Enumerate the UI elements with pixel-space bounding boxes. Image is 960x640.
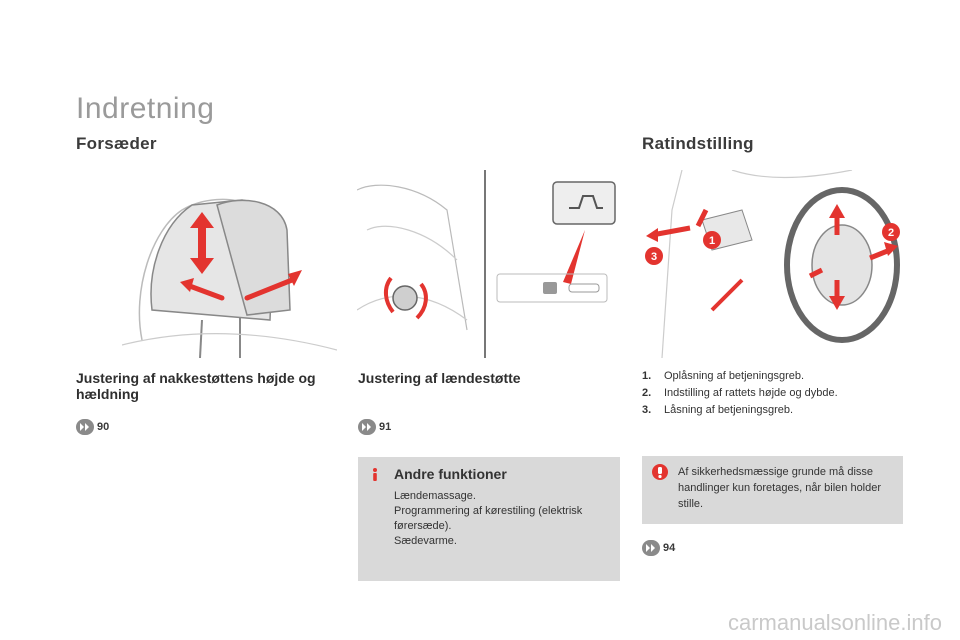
page-ref-headrest[interactable] — [76, 419, 109, 435]
callout-3-label: 3 — [650, 251, 658, 263]
lumbar-caption: Justering af lændestøtte — [358, 370, 521, 386]
headrest-drawing — [122, 170, 337, 358]
page-ref-icon — [358, 419, 376, 435]
steering-steps-list — [642, 368, 912, 419]
page-ref-icon — [76, 419, 94, 435]
warning-text: Af sikkerhedsmæssige grunde må disse handlinger kun foretages, når bilen holder stille. — [678, 466, 882, 510]
page-ref-number: 91 — [379, 421, 392, 433]
steering-illustration — [642, 170, 904, 358]
list-item — [642, 402, 912, 419]
section-title-steering: Ratindstilling — [642, 134, 754, 153]
headrest-caption: Justering af nakkestøttens højde og hældning — [76, 370, 316, 402]
info-box — [358, 457, 620, 581]
step-text: Låsning af betjeningsgreb. — [664, 404, 794, 416]
page-ref-number: 94 — [663, 542, 676, 554]
list-item — [642, 385, 912, 402]
info-box-list — [394, 489, 594, 549]
list-item: Programmering af kørestiling (elektrisk førersæde). — [394, 505, 583, 532]
list-item — [642, 368, 912, 385]
page-ref-steering[interactable] — [642, 540, 675, 556]
warning-icon — [652, 464, 668, 480]
callout-1-label: 1 — [708, 235, 716, 247]
step-text: Indstilling af rattets højde og dybde. — [664, 387, 838, 399]
step-number: 3. — [642, 404, 652, 416]
section-title-front-seats: Forsæder — [76, 134, 157, 153]
page-ref-number: 90 — [97, 421, 110, 433]
info-box-title: Andre funktioner — [394, 466, 507, 482]
step-number: 1. — [642, 370, 652, 382]
list-item: Lændemassage. — [394, 490, 476, 502]
page-ref-lumbar[interactable] — [358, 419, 391, 435]
watermark: carmanualsonline.info — [727, 610, 942, 635]
warning-box — [642, 456, 903, 524]
lumbar-drawing — [357, 170, 620, 358]
steering-drawing — [642, 170, 904, 358]
list-item: Sædevarme. — [394, 535, 457, 547]
step-text: Oplåsning af betjeningsgreb. — [664, 370, 805, 382]
page-ref-icon — [642, 540, 660, 556]
headrest-illustration — [122, 170, 337, 358]
callout-2-label: 2 — [887, 227, 895, 239]
step-number: 2. — [642, 387, 652, 399]
page-title: Indretning — [76, 92, 215, 125]
lumbar-illustration — [357, 170, 620, 358]
info-icon — [368, 467, 382, 481]
